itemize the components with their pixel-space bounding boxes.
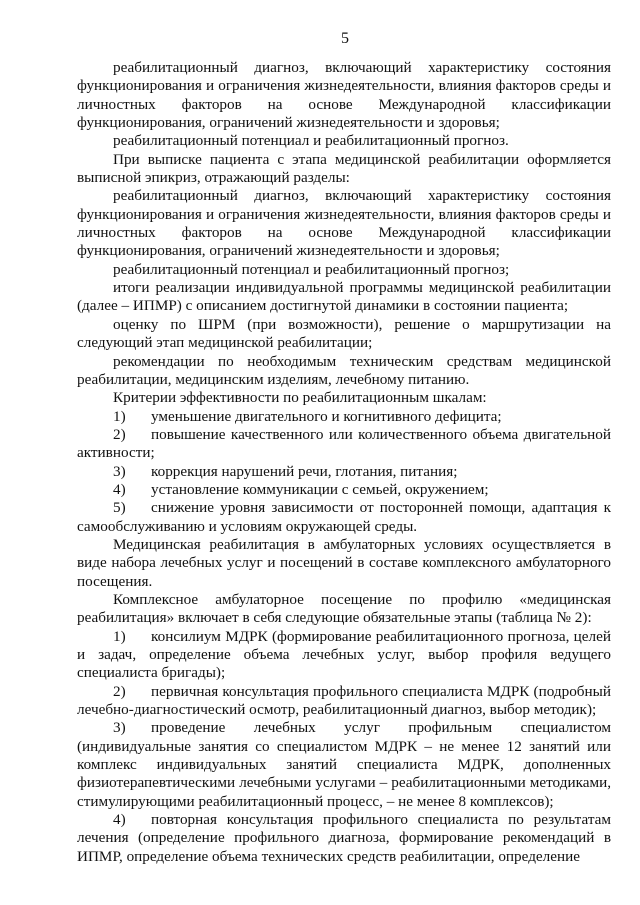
item-number: 3) [113, 719, 126, 737]
paragraph: оценку по ШРМ (при возможности), решение о маршрутизации на следующий этап медицинской реабилитации; [77, 315, 611, 352]
document-body [77, 59, 611, 866]
item-number: 3) [113, 462, 126, 480]
paragraph: рекомендации по необходимым техническим средствам медицинской реабилитации, медицинским изделиям, лечебному питанию. [77, 352, 611, 388]
paragraph: реабилитационный потенциал и реабилитационный прогноз. [113, 132, 509, 150]
numbered-item: 4) установление коммуникации с семьей, окружением; [113, 480, 489, 498]
numbered-item: 3) проведение лечебных услуг профильным специалистом (индивидуальные занятия со специалистом МДРК – не менее 12 занятий или комплекс индивидуальных занятий специалиста МДРК, дополненных физиотерапевтическими лечебными услугами – реабилитационными методиками, стимулирующими реабилитационный процесс, – не менее 8 комплексов); [77, 719, 611, 810]
numbered-item: 2) первичная консультация профильного специалиста МДРК (подробный лечебно-диагностический осмотр, реабилитационный диагноз, выбор методик); [77, 682, 611, 719]
numbered-item: 5) снижение уровня зависимости от посторонней помощи, адаптация к самообслуживанию и условиям окружающей среды. [77, 499, 611, 535]
item-number: 2) [113, 682, 126, 700]
paragraph: реабилитационный диагноз, включающий характеристику состояния функционирования и ограничения жизнедеятельности, влияния факторов среды и личностных факторов на основе Международной классификации функционирования, ограничений жизнедеятельности и здоровья; [77, 59, 611, 132]
criteria-heading: Критерии эффективности по реабилитационным шкалам: [113, 389, 487, 407]
paragraph: При выписке пациента с этапа медицинской реабилитации оформляется выписной эпикриз, отражающий разделы: [77, 150, 611, 187]
numbered-item: 1) консилиум МДРК (формирование реабилитационного прогноза, целей и задач, определение объема лечебных услуг, выбор профиля ведущего специалиста бригады); [77, 627, 611, 682]
page-number: 5 [341, 30, 349, 47]
paragraph: реабилитационный диагноз, включающий характеристику состояния функционирования и ограничения жизнедеятельности, влияния факторов среды и личностных факторов на основе Международной классификации функционирования, ограничений жизнедеятельности и здоровья; [77, 187, 611, 260]
numbered-item: 3) коррекция нарушений речи, глотания, питания; [113, 462, 458, 480]
paragraph: Медицинская реабилитация в амбулаторных условиях осуществляется в виде набора лечебных услуг и посещений в составе комплексного амбулаторного посещения. [77, 535, 611, 590]
item-number: 5) [113, 499, 126, 517]
item-number: 4) [113, 480, 126, 498]
paragraph: Комплексное амбулаторное посещение по профилю «медицинская реабилитация» включает в себя следующие обязательные этапы (таблица № 2): [77, 590, 611, 627]
numbered-item: 1) уменьшение двигательного и когнитивного дефицита; [113, 407, 502, 425]
item-number: 1) [113, 627, 126, 645]
numbered-item: 2) повышение качественного или количественного объема двигательной активности; [77, 425, 611, 462]
item-number: 4) [113, 811, 126, 829]
paragraph: итоги реализации индивидуальной программы медицинской реабилитации (далее – ИПМР) с описанием достигнутой динамики в состоянии пациента; [77, 279, 611, 315]
paragraph: реабилитационный потенциал и реабилитационный прогноз; [113, 260, 510, 278]
numbered-item: 4) повторная консультация профильного специалиста по результатам лечения (определение профильного диагноза, формирование рекомендаций в ИПМР, определение объема технических средств реабилитации, определение [77, 811, 611, 865]
item-number: 1) [113, 407, 126, 425]
item-number: 2) [113, 425, 126, 443]
